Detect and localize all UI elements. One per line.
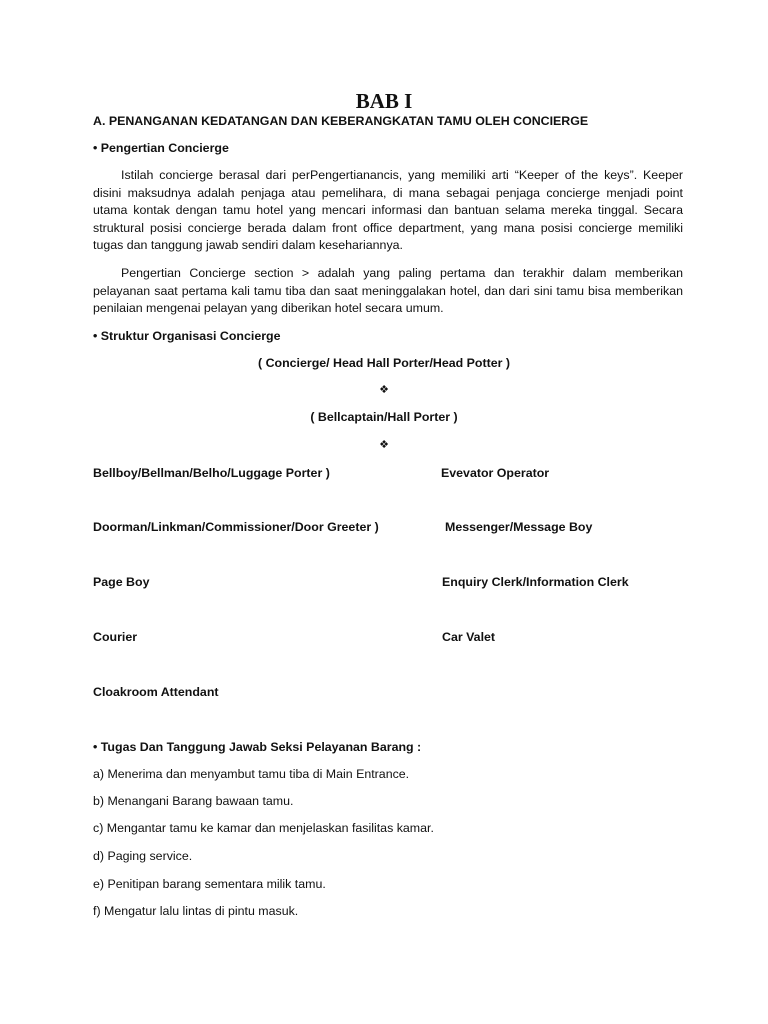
org-left-item: Page Boy xyxy=(93,575,150,589)
org-level2: ( Bellcaptain/Hall Porter ) xyxy=(310,410,458,424)
org-right-item: Messenger/Message Boy xyxy=(445,520,593,534)
bullet-pengertian-heading: • Pengertian Concierge xyxy=(93,141,229,155)
task-item: f) Mengatur lalu lintas di pintu masuk. xyxy=(93,904,299,918)
bullet-tugas-heading: • Tugas Dan Tanggung Jawab Seksi Pelayanan Barang : xyxy=(93,740,422,754)
task-item: d) Paging service. xyxy=(93,849,193,863)
org-right-item: Enquiry Clerk/Information Clerk xyxy=(442,575,629,589)
org-left-item: Courier xyxy=(93,630,138,644)
org-left-item: Doorman/Linkman/Commissioner/Door Greeter ) xyxy=(93,520,379,534)
paragraph-pengertian xyxy=(93,167,683,255)
task-item: b) Menangani Barang bawaan tamu. xyxy=(93,794,294,808)
document-title: BAB I xyxy=(355,89,413,113)
section-a-heading: A. PENANGANAN KEDATANGAN DAN KEBERANGKATAN TAMU OLEH CONCIERGE xyxy=(93,114,589,128)
paragraph-pengertian-text: Istilah concierge berasal dari perPengertianancis, yang memiliki arti “Keeper of the keys”. Keeper disini maksudnya adalah penjaga atau pemelihara, di mana sebagai penjaga concierge menjadi point utama kontak dengan tamu hotel yang mencari informasi dan bantuan selama mereka tinggal. Secara struktural posisi concierge berada dalam front office department, yang mana posisi concierge memiliki tugas dan tanggung jawab sendiri dalam kesehariannya. xyxy=(93,168,683,253)
org-diamond-icon-1: ❖ xyxy=(379,383,389,396)
task-item: c) Mengantar tamu ke kamar dan menjelaskan fasilitas kamar. xyxy=(93,821,434,835)
org-right-item: Evevator Operator xyxy=(441,466,550,480)
org-level1: ( Concierge/ Head Hall Porter/Head Potter ) xyxy=(258,356,510,370)
org-left-item: Cloakroom Attendant xyxy=(93,685,219,699)
paragraph-concierge-section-text: Pengertian Concierge section > adalah yang paling pertama dan terakhir dalam memberikan pelayanan saat pertama kali tamu tiba dan saat meninggalakan hotel, dan dari sini tamu bisa memberikan penilaian mengenai pelayan yang diberikan hotel secara umum. xyxy=(93,266,683,316)
org-right-item: Car Valet xyxy=(442,630,496,644)
bullet-struktur-heading: • Struktur Organisasi Concierge xyxy=(93,329,281,343)
org-left-item: Bellboy/Bellman/Belho/Luggage Porter ) xyxy=(93,466,330,480)
task-item: a) Menerima dan menyambut tamu tiba di Main Entrance. xyxy=(93,767,410,781)
org-diamond-icon-2: ❖ xyxy=(379,438,389,451)
task-item: e) Penitipan barang sementara milik tamu. xyxy=(93,877,326,891)
paragraph-concierge-section xyxy=(93,265,683,318)
